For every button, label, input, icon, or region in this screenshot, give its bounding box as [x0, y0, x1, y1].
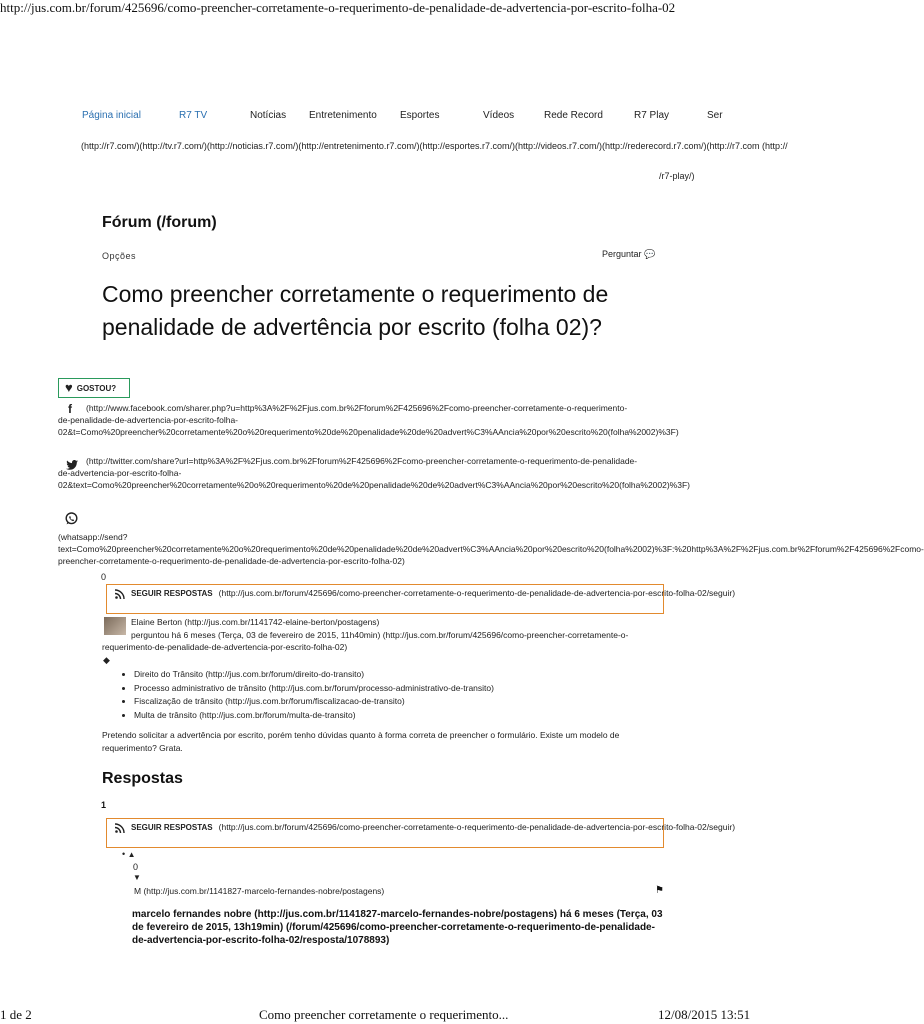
tag-item[interactable]: • Multa de trânsito (http://jus.com.br/forum/multa-de-transito)	[134, 709, 494, 723]
nav-urls-line2: /r7-play/)	[659, 171, 695, 181]
tag-list	[122, 668, 494, 722]
print-header-url: http://jus.com.br/forum/425696/como-preencher-corretamente-o-requerimento-de-penalidade-de-advertencia-por-escrito-folha-02	[0, 0, 676, 15]
nav-item-r7-tv[interactable]: R7 TV	[179, 110, 208, 121]
print-page-label: 1 de 2	[0, 1007, 32, 1022]
nav-item-videos[interactable]: Vídeos	[483, 110, 515, 121]
whatsapp-icon[interactable]	[65, 512, 78, 530]
arrow-up-icon: ▲	[127, 850, 136, 859]
nav-item-ser[interactable]: Ser	[707, 110, 723, 121]
share-count: 0	[101, 572, 107, 582]
question-author-link[interactable]: Elaine Berton (http://jus.com.br/1141742-elaine-berton/postagens)	[131, 617, 380, 627]
print-datetime: 12/08/2015 13:51	[658, 1007, 751, 1022]
nav-item-r7-play[interactable]: R7 Play	[634, 110, 670, 121]
follow-answers-button[interactable]	[106, 584, 736, 614]
answers-heading: Respostas	[102, 770, 183, 787]
nav-item-rede-record[interactable]: Rede Record	[544, 110, 603, 121]
heart-icon: ♥	[65, 380, 73, 395]
upvote-button[interactable]: • ▲	[122, 849, 136, 859]
nav-item-noticias[interactable]: Notícias	[250, 110, 287, 121]
answer-author-info[interactable]: marcelo fernandes nobre (http://jus.com.br/1141827-marcelo-fernandes-nobre/postagens) há 6 meses (Terça, 03 de fevereiro de 2015, 13h19min) (/forum/425696/como-preencher-corretamente-o-requerimento-de-penalidade-de-advertencia-por-escrito-folha-02/resposta/1078893)	[132, 909, 663, 946]
follow-answers-url: (http://jus.com.br/forum/425696/como-preencher-corretamente-o-requerimento-de-penalidade-de-advertencia-por-escrito-folha-02/seguir)	[218, 588, 736, 598]
like-label: GOSTOU?	[76, 383, 117, 393]
ask-label: Perguntar	[602, 249, 642, 259]
nav-item-entretenimento[interactable]: Entretenimento	[309, 110, 377, 121]
forum-title-link[interactable]: Fórum (/forum)	[102, 214, 217, 231]
nav-item-pagina-inicial[interactable]: Página inicial	[82, 110, 141, 121]
question-title: Como preencher corretamente o requerimento de penalidade de advertência por escrito (folha 02)?	[102, 281, 609, 340]
follow-answers-label: SEGUIR RESPOSTAS	[131, 823, 213, 832]
answer-author-short-link[interactable]: M (http://jus.com.br/1141827-marcelo-fernandes-nobre/postagens)	[134, 886, 385, 896]
tag-item[interactable]: • Processo administrativo de trânsito (http://jus.com.br/forum/processo-administrativo-de-transito)	[134, 682, 494, 696]
tag-item[interactable]: • Fiscalização de trânsito (http://jus.com.br/forum/fiscalizacao-de-transito)	[134, 695, 494, 709]
arrow-down-icon[interactable]: ▼	[133, 873, 141, 882]
facebook-share-link[interactable]: (http://www.facebook.com/sharer.php?u=http%3A%2F%2Fjus.com.br%2Fforum%2F425696%2Fcomo-preencher-corretamente-o-requerimento-de-penalidade-de-advertencia-por-escrito-folha-02&t=Como%20preencher%20corretamente%20o%20requerimento%20de%20penalidade%20de%20advert%C3%AAncia%20por%20escrito%20(folha%2002)%3F)	[58, 403, 679, 437]
speech-bubble-icon: 💬	[644, 249, 656, 259]
nav-urls-line1: (http://r7.com/)(http://tv.r7.com/)(http://noticias.r7.com/)(http://entretenimento.r7.com/)(http://esportes.r7.com/)(http://videos.r7.com/)(http://rederecord.r7.com/)(http://r7.com (http://	[81, 141, 788, 151]
follow-answers-button-2[interactable]	[106, 818, 736, 848]
answers-count: 1	[101, 800, 107, 810]
flag-icon[interactable]: ⚑	[655, 885, 664, 896]
print-page-title: Como preencher corretamente o requerimento...	[259, 1007, 509, 1022]
nav-item-esportes[interactable]: Esportes	[400, 110, 440, 121]
facebook-icon[interactable]: f	[68, 402, 72, 416]
options-menu[interactable]: Opções	[102, 251, 137, 261]
follow-answers-url: (http://jus.com.br/forum/425696/como-preencher-corretamente-o-requerimento-de-penalidade-de-advertencia-por-escrito-folha-02/seguir)	[218, 822, 736, 832]
ask-button[interactable]	[602, 249, 655, 260]
like-button[interactable]	[58, 378, 130, 398]
tag-item[interactable]: • Direito do Trânsito (http://jus.com.br/forum/direito-do-transito)	[134, 668, 494, 682]
rss-icon	[115, 589, 125, 602]
question-asked-info[interactable]: perguntou há 6 meses (Terça, 03 de fevereiro de 2015, 11h40min) (http://jus.com.br/forum/425696/como-preencher-corretamente-o-requerimento-de-penalidade-de-advertencia-por-escrito-folha-02)	[102, 630, 629, 652]
vote-count: 0	[133, 862, 139, 872]
twitter-share-link[interactable]: (http://twitter.com/share?url=http%3A%2F%2Fjus.com.br%2Fforum%2F425696%2Fcomo-preencher-corretamente-o-requerimento-de-penalidade-de-advertencia-por-escrito-folha-02&text=Como%20preencher%20corretamente%20o%20requerimento%20de%20penalidade%20de%20advert%C3%AAncia%20por%20escrito%20(folha%2002)%3F)	[58, 456, 690, 490]
whatsapp-share-link[interactable]: (whatsapp://send?text=Como%20preencher%20corretamente%20o%20requerimento%20de%20penalidade%20de%20advert%C3%AAncia%20por%20escrito%20(folha%2002)%3F:%20http%3A%2F%2Fjus.com.br%2Fforum%2F425696%2Fcomo-preencher-corretamente-o-requerimento-de-penalidade-de-advertencia-por-escrito-folha-02)	[58, 532, 924, 566]
follow-answers-label: SEGUIR RESPOSTAS	[131, 589, 213, 598]
rss-icon	[115, 823, 125, 836]
tag-icon: ◆	[103, 655, 110, 665]
question-body: Pretendo solicitar a advertência por escrito, porém tenho dúvidas quanto à forma correta de preencher o formulário. Existe um modelo de requerimento? Grata.	[102, 730, 620, 753]
